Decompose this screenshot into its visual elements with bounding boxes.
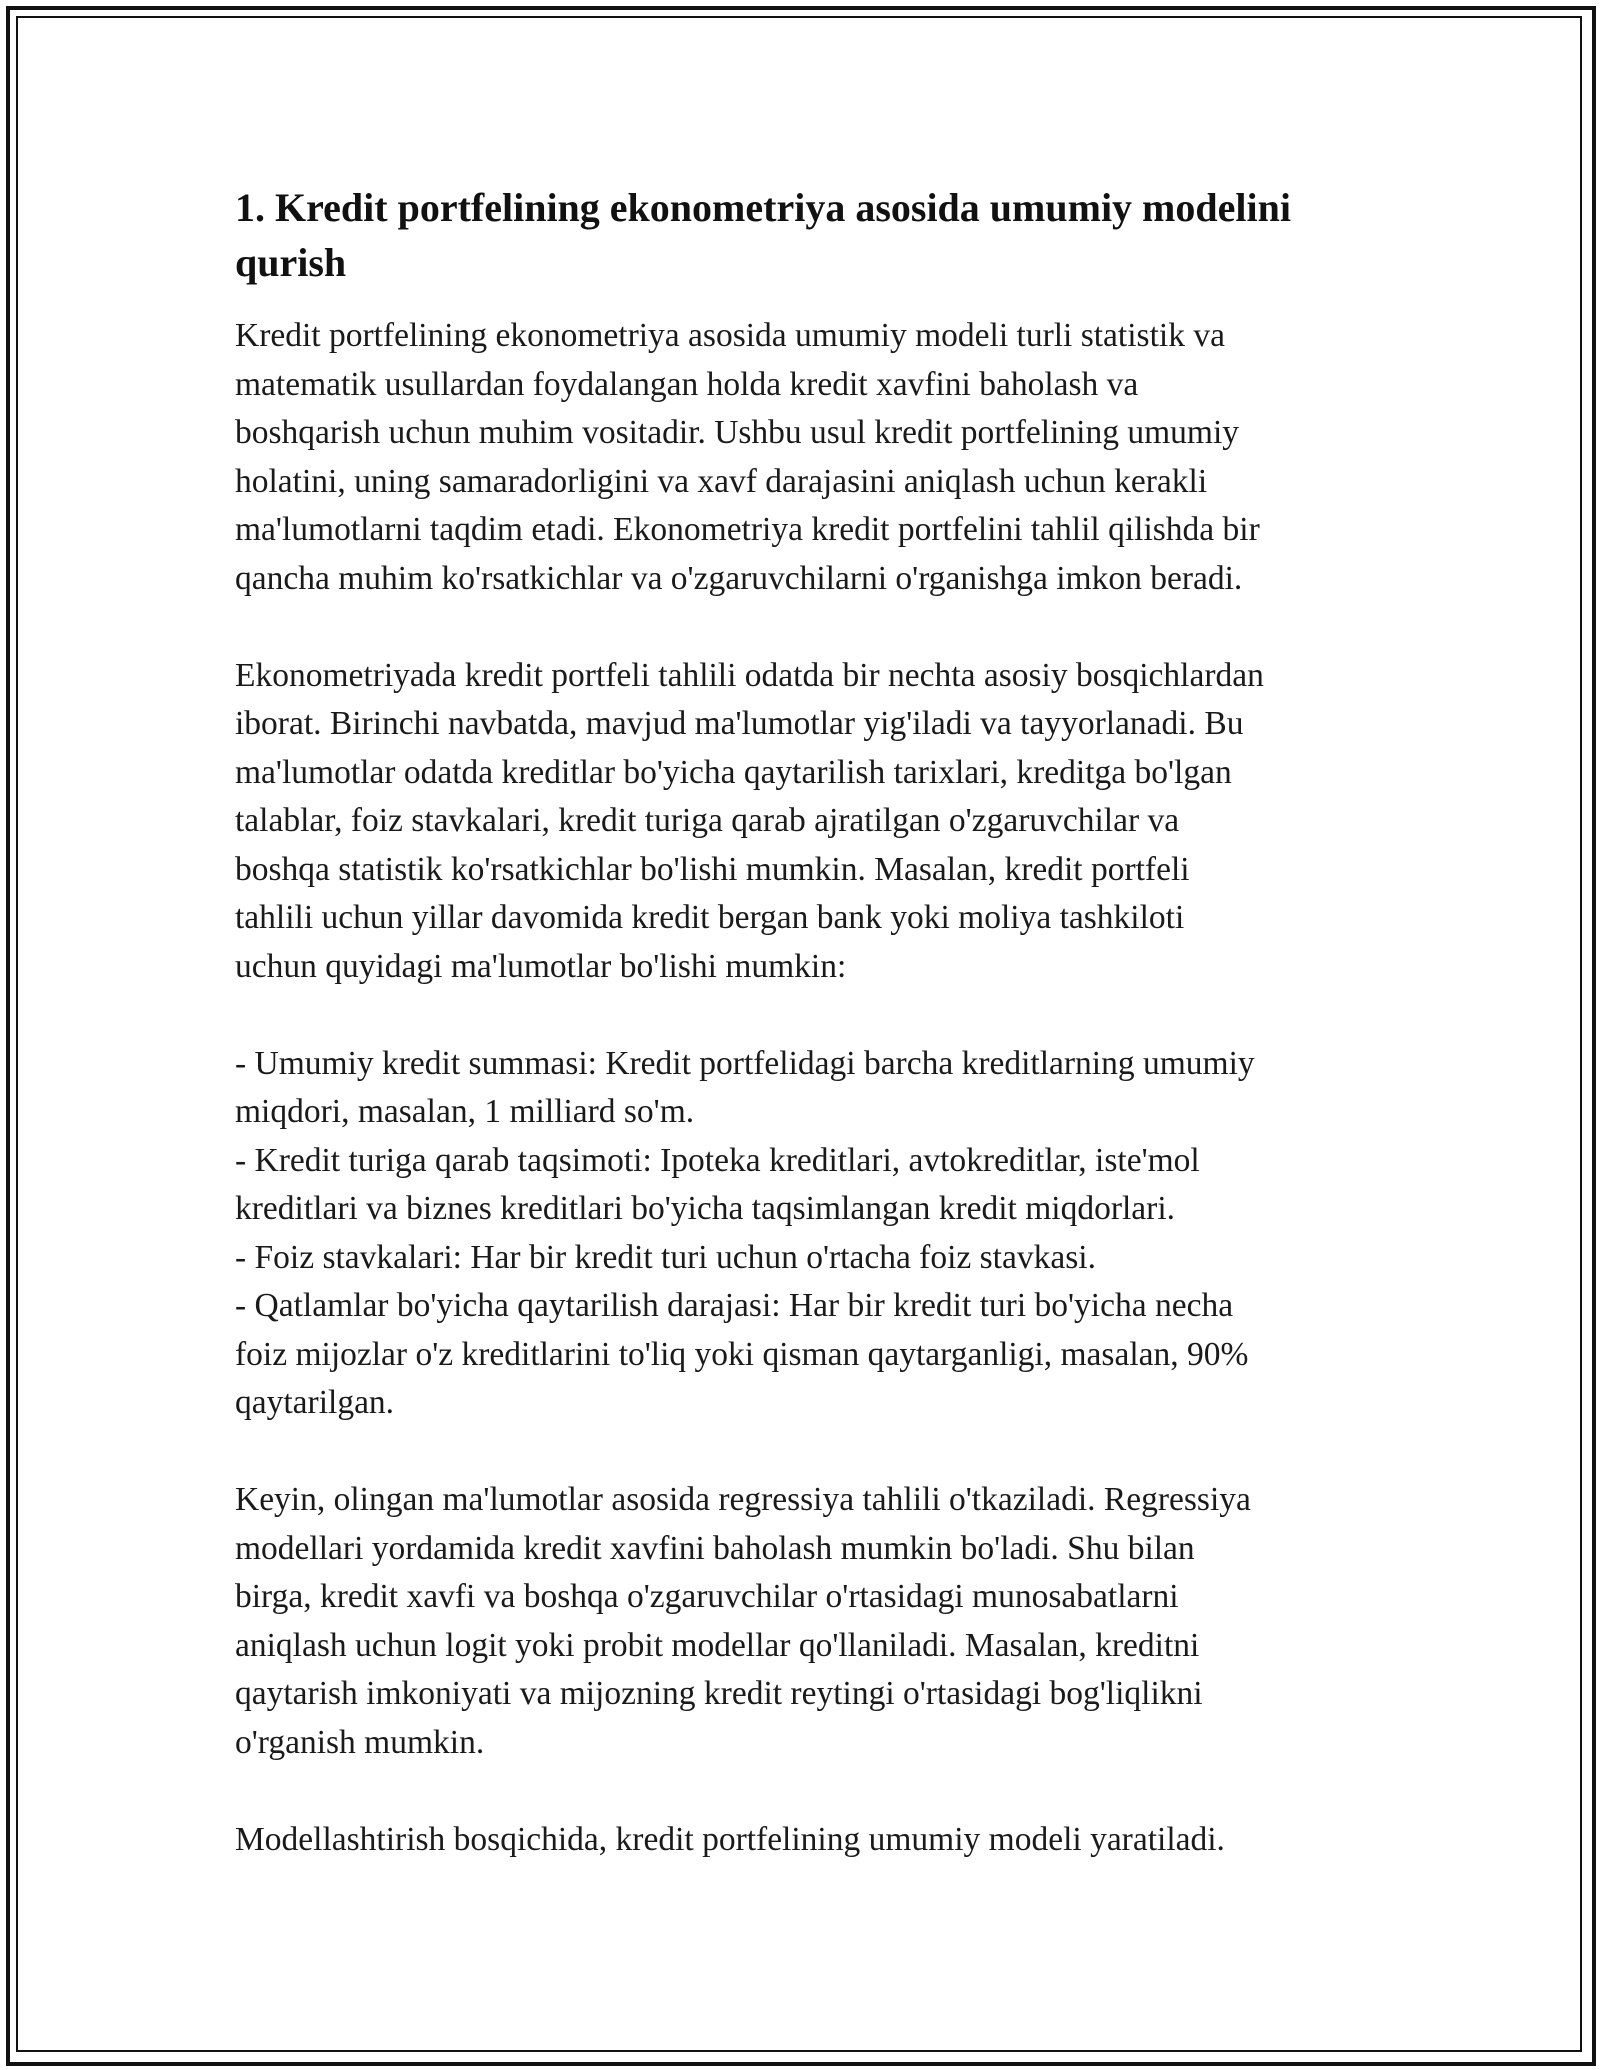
paragraph-spacer	[235, 1767, 1375, 1816]
paragraph-stages: Ekonometriyada kredit portfeli tahlili odatda bir nechta asosiy bosqichlardan iborat. Birinchi navbatda, mavjud ma'lumotlar yig'iladi va tayyorlanadi. Bu ma'lumotlar odatda kreditlar bo'yicha qaytarilish tarixlari, kreditga bo'lgan talablar, foiz stavkalari, kredit turiga qarab ajratilgan o'zgaruvchilar va boshqa statistik ko'rsatkichlar bo'lishi mumkin. Masalan, kredit portfeli tahlili uchun yillar davomida kredit bergan bank yoki moliya tashkiloti uchun quyidagi ma'lumotlar bo'lishi mumkin:	[235, 656, 1264, 985]
paragraph-spacer	[235, 603, 1375, 652]
paragraph-intro: Kredit portfelining ekonometriya asosida umumiy modeli turli statistik va matematik usullardan foydalangan holda kredit xavfini baholash va boshqarish uchun muhim vositadir. Ushbu usul kredit portfelining umumiy holatini, uning samaradorligini va xavf darajasini aniqlash uchun kerakli ma'lumotlarni taqdim etadi. Ekonometriya kredit portfelini tahlil qilishda bir qancha muhim ko'rsatkichlar va o'zgaruvchilarni o'rganishga imkon beradi.	[235, 317, 1260, 597]
document-body	[235, 180, 1375, 1864]
paragraph-spacer	[235, 991, 1375, 1040]
paragraph-regression: Keyin, olingan ma'lumotlar asosida regressiya tahlili o'tkaziladi. Regressiya modellari yordamida kredit xavfini baholash mumkin bo'ladi. Shu bilan birga, kredit xavfi va boshqa o'zgaruvchilar o'rtasidagi munosabatlarni aniqlash uchun logit yoki probit modellar qo'llaniladi. Masalan, kreditni qaytarish imkoniyati va mijozning kredit reytingi o'rtasidagi bog'liqlikni o'rganish mumkin.	[235, 1481, 1251, 1761]
paragraph-modelling: Modellashtirish bosqichida, kredit portfelining umumiy modeli yaratiladi.	[235, 1820, 1225, 1858]
paragraph-spacer	[235, 1428, 1375, 1477]
section-heading: 1. Kredit portfelining ekonometriya asosida umumiy modelini qurish	[235, 185, 1291, 285]
bullet-list: - Umumiy kredit summasi: Kredit portfelidagi barcha kreditlarning umumiy miqdori, masalan, 1 milliard so'm. - Kredit turiga qarab taqsimoti: Ipoteka kreditlari, avtokreditlar, iste'mol kreditlari va biznes kreditlari bo'yicha taqsimlangan kredit miqdorlari. - Foiz stavkalari: Har bir kredit turi uchun o'rtacha foiz stavkasi. - Qatlamlar bo'yicha qaytarilish darajasi: Har bir kredit turi bo'yicha necha foiz mijozlar o'z kreditlarini to'liq yoki qisman qaytarganligi, masalan, 90% qaytarilgan.	[235, 1044, 1255, 1421]
